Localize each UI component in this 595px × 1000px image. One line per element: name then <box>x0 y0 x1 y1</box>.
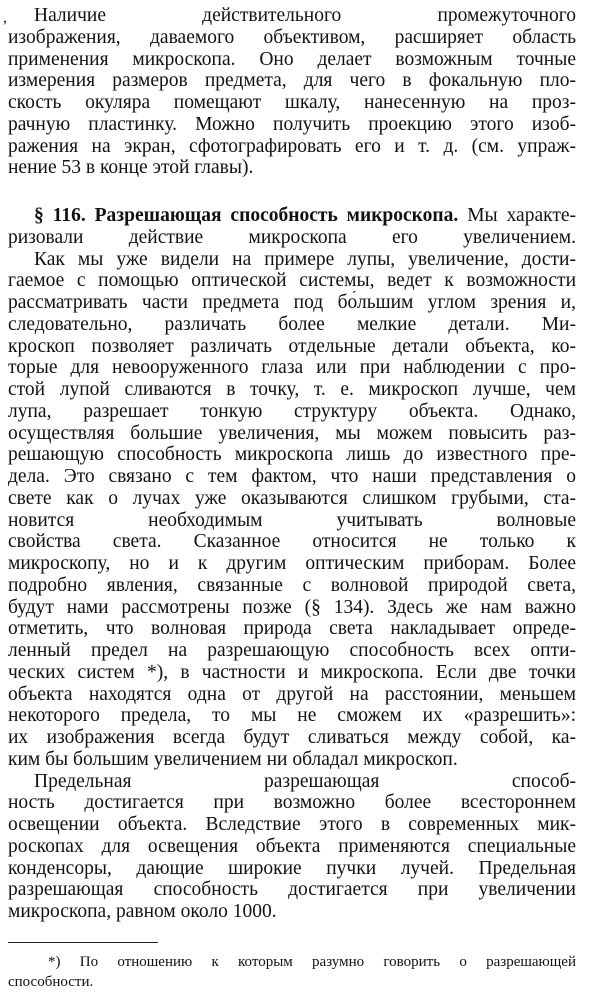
intro-line-6: рачную пластинку. Можно получить проекцию этого изоб- <box>8 114 576 135</box>
intro-line-2: изображения, даваемого объективом, расширяет область <box>8 27 576 48</box>
section-heading: § 116. Разрешающая способность микроскопа. <box>34 205 459 226</box>
main-line-16: подробно явления, связанные с волновой природой света, <box>8 575 576 596</box>
main-line-8: лупа, разрешает тонкую структуру объекта. Однако, <box>8 401 576 422</box>
footnote-rule <box>8 942 158 943</box>
main-line-10: решающую способность микроскопа лишь до известного пре- <box>8 444 576 465</box>
main-line-22: некоторого предела, то мы не сможем их «разрешить»: <box>8 705 576 726</box>
main-line-11: дела. Это связано с тем фактом, что наши представления о <box>8 466 576 487</box>
intro-line-5: скость окуляра помещают шкалу, нанесенную на проз- <box>8 92 576 113</box>
main-line-12: свете как о лучах уже оказываются слишком грубыми, ста- <box>8 488 576 509</box>
footnote-line-2: способности. <box>8 974 94 990</box>
section-heading-tail: Мы характе- <box>467 205 576 226</box>
final-line-6: разрешающая способность достигается при увеличении <box>8 879 576 900</box>
main-line-20: ческих систем *), в частности и микроскопа. Если две точки <box>8 662 576 683</box>
main-line-14: свойства света. Сказанное относится не только к <box>8 531 576 552</box>
margin-mark: , <box>3 9 7 26</box>
main-line-17: будут нами рассмотрены позже (§ 134). Здесь же нам важно <box>8 597 576 618</box>
main-line-6: торые для невооруженного глаза или при наблюдении с про- <box>8 357 576 378</box>
footnote-line-1: *) По отношению к которым разумно говорить о разрешающей <box>48 954 576 970</box>
main-line-2: гаемое с помощью оптической системы, ведет к возможности <box>8 270 576 291</box>
section-line-2: ризовали действие микроскопа его увеличением. <box>8 227 576 248</box>
main-line-24: ким бы большим увеличением ни обладал микроскоп. <box>8 749 458 770</box>
main-line-15: микроскопу, но и к другим оптическим приборам. Более <box>8 553 576 574</box>
final-line-1: Предельная разрешающая способ- <box>34 771 576 792</box>
main-line-21: объекта находятся одна от другой на расстоянии, меньшем <box>8 684 576 705</box>
final-line-4: роскопах для освещения объекта применяются специальные <box>8 836 576 857</box>
main-line-18: отметить, что волновая природа света накладывает опреде- <box>8 618 576 639</box>
main-line-5: кроскоп позволяет различать отдельные детали объекта, ко- <box>8 336 576 357</box>
main-line-9: осуществляя большие увеличения, мы можем повысить раз- <box>8 423 576 444</box>
main-line-4: следовательно, различать более мелкие детали. Ми- <box>8 314 576 335</box>
main-line-1: Как мы уже видели на примере лупы, увеличение, дости- <box>34 249 576 270</box>
final-line-5: конденсоры, дающие широкие пучки лучей. Предельная <box>8 858 576 879</box>
main-line-3: рассматривать части предмета под бо́льшим углом зрения и, <box>8 292 576 313</box>
main-line-13: новится необходимым учитывать волновые <box>8 510 576 531</box>
final-line-7: микроскопа, равном около 1000. <box>8 901 277 922</box>
intro-line-8: нение 53 в конце этой главы). <box>8 157 254 178</box>
main-line-19: ленный предел на разрешающую способность всех опти- <box>8 640 576 661</box>
main-line-7: стой лупой сливаются в точку, т. е. микроскоп лучше, чем <box>8 379 576 400</box>
intro-line-1: Наличие действительного промежуточного <box>34 5 576 26</box>
section-heading-line <box>34 204 576 228</box>
final-line-3: освещении объекта. Вследствие этого в современных мик- <box>8 814 576 835</box>
final-line-2: ность достигается при возможно более всестороннем <box>8 792 576 813</box>
intro-line-3: применения микроскопа. Оно делает возможным точные <box>8 49 576 70</box>
intro-line-7: ражения на экран, сфотографировать его и т. д. (см. упраж- <box>8 136 576 157</box>
intro-line-4: измерения размеров предмета, для чего в фокальную пло- <box>8 70 576 91</box>
main-line-23: их изображения всегда будут сливаться между собой, ка- <box>8 727 576 748</box>
